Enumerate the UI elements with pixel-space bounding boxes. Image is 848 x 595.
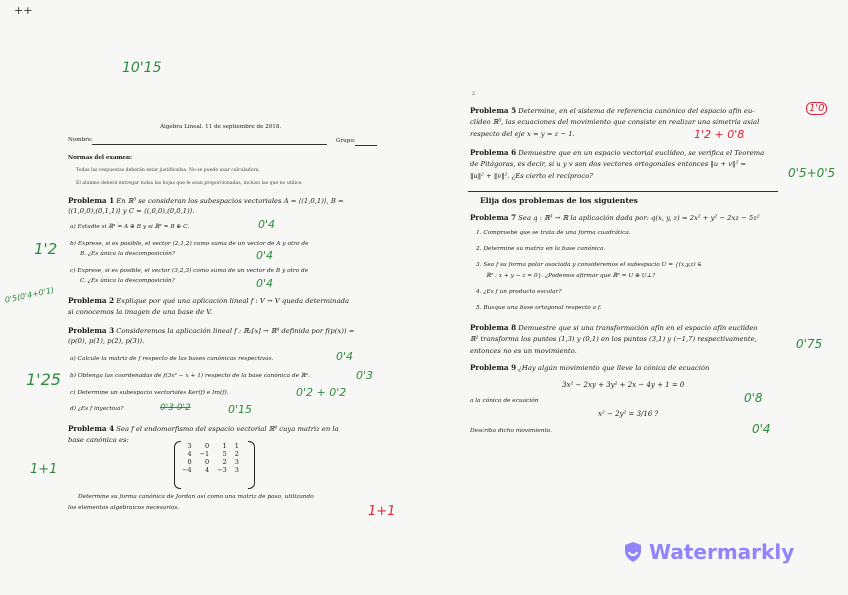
- grade-p6: 0'5+0'5: [788, 166, 836, 180]
- matrix-cell: 5: [222, 450, 227, 458]
- matrix-cell: 0: [187, 458, 192, 466]
- problem-4: Problema 4 Sea f el endomorfismo del espacio vectorial ℝ⁴ cuya matriz en la: [68, 424, 339, 433]
- exam-header: Álgebra Lineal. 11 de septiembre de 2018.: [160, 124, 282, 130]
- matrix-cell: 3: [234, 458, 239, 466]
- grade-p1-margin: 1'2: [34, 240, 58, 258]
- grade-p3-d: 0'15: [228, 403, 253, 416]
- matrix-cell: 3: [234, 466, 239, 474]
- problem-4-end: Determine su forma canónica de Jordan así como una matriz de paso, utilizando: [78, 494, 314, 500]
- matrix-row: [178, 442, 243, 450]
- grade-p1-b: 0'4: [256, 249, 274, 262]
- matrix-cell: −3: [217, 466, 227, 474]
- grade-p3-margin: 1'25: [26, 370, 61, 389]
- problem-8-line3: entonces no es un movimiento.: [470, 347, 577, 355]
- problem-3-d: d) ¿Es f inyectiva?: [70, 406, 124, 412]
- problem-7-item-1: 1. Compruebe que se trata de una forma cuadrática.: [476, 230, 631, 236]
- grade-total: 10'15: [122, 60, 162, 76]
- matrix-row: [178, 450, 243, 458]
- problem-1-a: a) Estudie si ℝ³ = A ⊕ B y si ℝ³ = B ⊕ C.: [70, 224, 190, 230]
- matrix-cell: 4: [187, 450, 192, 458]
- grade-p4-end: 1+1: [368, 504, 396, 519]
- problem-8-line2: ℝ² transforma los puntos (1,3) y (0,1) en los puntos (3,1) y (−1,7) respectivamente,: [470, 335, 757, 343]
- problem-3: Problema 3 Consideremos la aplicación lineal f : ℝ₂[x] → ℝ⁴ definida por f(p(x)) =: [68, 326, 355, 335]
- problem-7-item-3-line2: ℝ³ : x + y − z = 0}. ¿Podemos afirmar que ℝ³ = U ⊕ U⊥?: [486, 273, 656, 279]
- matrix-table: [178, 442, 243, 474]
- grade-p4-margin: 1+1: [30, 462, 58, 477]
- problem-6: Problema 6 Demuestre que en un espacio vectorial euclídeo, se verifica el Teorema: [470, 148, 765, 157]
- grade-p3-c: 0'2 + 0'2: [296, 386, 347, 399]
- problem-7: Problema 7 Sea q : ℝ³ → ℝ la aplicación dada por: q(x, y, z) = 2x² + y² − 2xz − 5z²: [470, 213, 760, 222]
- problem-5-line3: respecto del eje x = y = z − 1.: [470, 130, 575, 138]
- problem-4-end-line2: los elementos algebraicos necesarios.: [68, 505, 180, 511]
- matrix-row: [178, 466, 243, 474]
- name-line: [92, 144, 327, 145]
- grade-p3-d-crossed: 0'3 0'2: [160, 403, 191, 413]
- norma-2: El alumno deberá entregar todas las hojas que le sean proporcionadas, incluso las que no utilice.: [76, 181, 303, 186]
- matrix-cell: 4: [205, 466, 210, 474]
- watermark-text: Watermarkly: [649, 540, 795, 564]
- page-number: 2: [472, 92, 475, 97]
- problem-1-c: c) Exprese, si es posible, el vector (3,2,3) como suma de un vector de B y otro de: [70, 268, 309, 274]
- problem-9: Problema 9 ¿Hay algún movimiento que lleve la cónica de ecuación: [470, 363, 710, 372]
- grade-p1-a: 0'4: [258, 218, 276, 231]
- problem-3-b: b) Obtenga las coordenadas de f(3x² − x + 1) respecto de la base canónica de ℝ⁴.: [70, 373, 310, 379]
- corner-mark: ++: [14, 4, 33, 17]
- shield-icon: [623, 541, 643, 563]
- norma-1: Todas las respuestas deberán estar justificadas. No se puede usar calculadora.: [76, 168, 260, 173]
- name-label: Nombre:: [68, 137, 94, 143]
- matrix-cell: 2: [234, 450, 239, 458]
- problem-1-line2: ⟨(1,0,0),(0,1,1)⟩ y C = ⟨(,0,0),(0,0,1)⟩.: [68, 207, 195, 215]
- section-divider: [468, 191, 778, 192]
- group-label: Grupo:: [336, 138, 356, 144]
- problem-2-line2: si conocemos la imagen de una base de V.: [68, 308, 213, 316]
- normas-title: Normas del examen:: [68, 155, 133, 161]
- matrix-cell: −4: [182, 466, 192, 474]
- matrix-cell: −1: [199, 450, 210, 458]
- problem-1-b-line2: B. ¿Es única la descomposición?: [80, 251, 175, 257]
- exam-page-right: [424, 0, 848, 595]
- equation-1: 3x² − 2xy + 3y² + 2x − 4y + 1 = 0: [562, 381, 685, 389]
- matrix-cell: 3: [187, 442, 192, 450]
- problem-2: Problema 2 Explique por qué una aplicación lineal f : V → V queda determinada: [68, 296, 350, 305]
- grade-p9-b: 0'4: [752, 422, 771, 436]
- watermark: [623, 540, 794, 564]
- equation-2: x² − 2y² = 3/16 ?: [598, 410, 659, 418]
- equation-mid-text: a la cónica de ecuación: [470, 398, 539, 404]
- matrix-cell: 0: [205, 442, 210, 450]
- problem-6-line3: ‖u‖² + ‖v‖². ¿Es cierto el recíproco?: [470, 172, 593, 180]
- grade-p5-box: 1'0: [806, 102, 827, 115]
- grade-p2-margin: 0'5(0'4+0'1): [4, 285, 55, 305]
- problem-7-item-3: 3. Sea f su forma polar asociada y consideremos el subespacio U = {(x,y,z) ∈: [476, 262, 702, 268]
- grade-p3-b: 0'3: [356, 369, 374, 382]
- problem-1-c-line2: C. ¿Es única la descomposición?: [80, 278, 175, 284]
- problem-1: Problema 1 En ℝ³ se consideran los subespacios vectoriales A = ⟨(1,0,1)⟩, B =: [68, 196, 344, 205]
- grade-p9-a: 0'8: [744, 391, 763, 405]
- problem-3-c: c) Determine un subespacio vectoriales Ker(f) e Im(f).: [70, 390, 229, 396]
- grade-p1-c: 0'4: [256, 277, 274, 290]
- problem-3-line2: (p(0), p(1), p(2), p(3)).: [68, 337, 145, 345]
- problem-7-item-4: 4. ¿Es f un producto escalar?: [476, 289, 562, 295]
- matrix-row: [178, 458, 243, 466]
- problem-4-line2: base canónica es:: [68, 436, 129, 444]
- matrix-cell: 1: [222, 442, 227, 450]
- problem-5: Problema 5 Determine, en el sistema de referencia canónico del espacio afín eu-: [470, 106, 755, 115]
- grade-p3-a: 0'4: [336, 350, 354, 363]
- matrix-cell: 2: [222, 458, 227, 466]
- group-line: [355, 145, 377, 146]
- problem-6-line2: de Pitágoras, es decir, si u y v son dos vectores ortogonales entonces ‖u + v‖² =: [470, 160, 747, 168]
- section-title: Elija dos problemas de los siguientes: [480, 196, 638, 205]
- matrix-cell: 1: [234, 442, 239, 450]
- grade-p5: 1'2 + 0'8: [694, 128, 745, 141]
- problem-8: Problema 8 Demuestre que si una transformación afín en el espacio afín euclídeo: [470, 323, 758, 332]
- problem-7-item-5: 5. Busque una base ortogonal respecto a f.: [476, 305, 602, 311]
- problem-1-b: b) Exprese, si es posible, el vector (2,1,2) como suma de un vector de A y otro de: [70, 241, 309, 247]
- problem-7-item-2: 2. Determine su matriz en la base canónica.: [476, 246, 606, 252]
- problem-9-end: Describa dicho movimiento.: [470, 428, 553, 434]
- problem-3-a: a) Calcule la matriz de f respecto de las bases canónicas respectivas.: [70, 356, 274, 362]
- matrix-cell: 0: [205, 458, 210, 466]
- grade-p8: 0'75: [796, 337, 823, 351]
- problem-5-line2: clídeo ℝ³, las ecuaciones del movimiento que consiste en realizar una simetría axial: [470, 118, 760, 126]
- matrix-right-bracket: [248, 441, 255, 489]
